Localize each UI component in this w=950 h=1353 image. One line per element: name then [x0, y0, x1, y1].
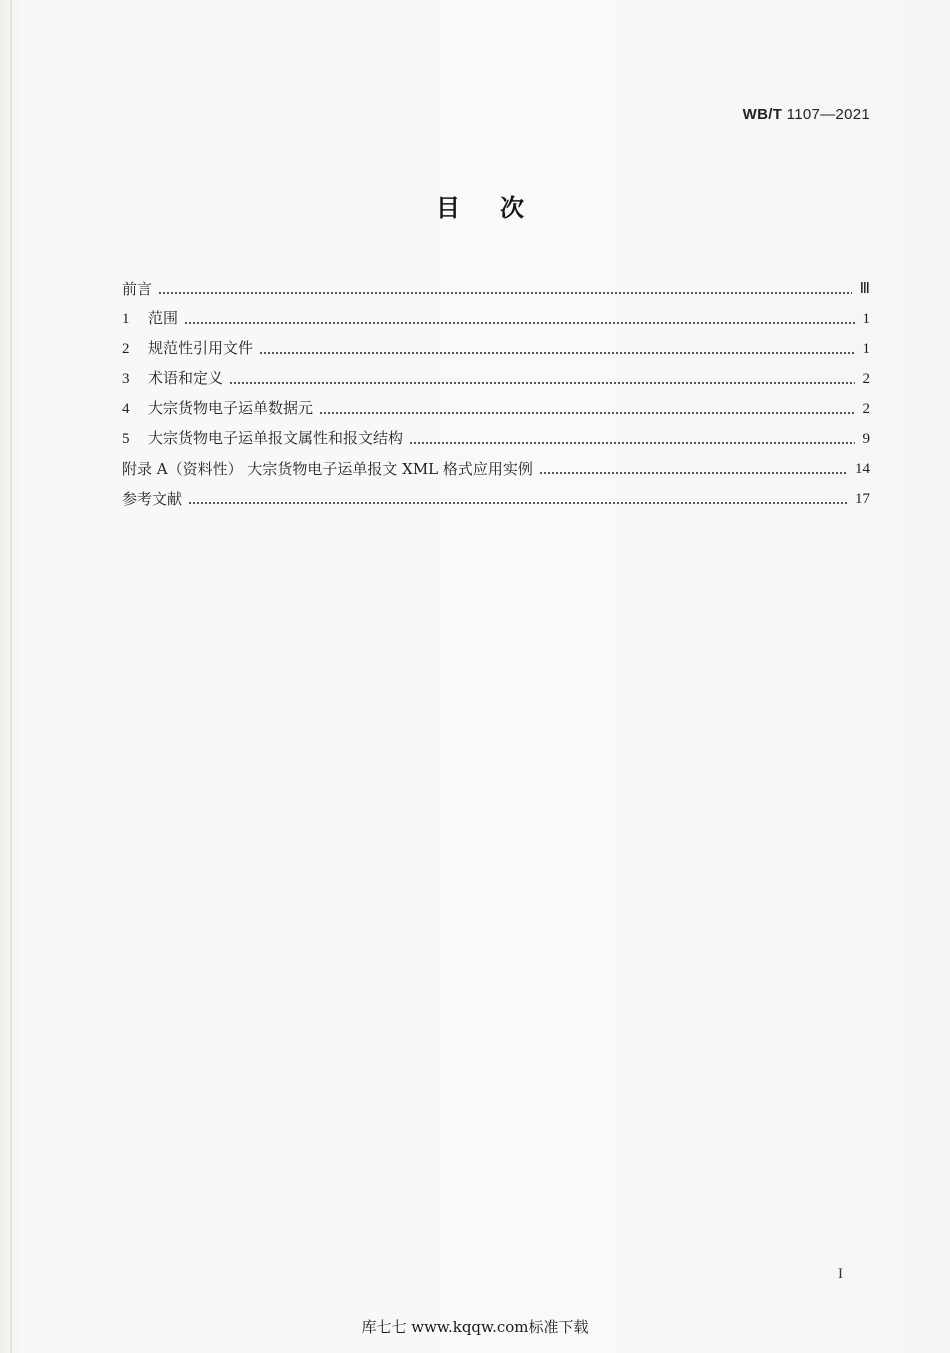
toc-entry-foreword[interactable] [122, 270, 870, 300]
doc-code-prefix: WB/T [742, 106, 783, 123]
toc-entry-text: 前言 [122, 280, 153, 298]
toc-page-number: 17 [855, 491, 870, 507]
toc-entry-label [122, 488, 188, 510]
toc-section-number: 5 [122, 431, 130, 447]
toc-leader-dots [188, 502, 847, 504]
toc-section-number: 4 [122, 401, 130, 417]
toc-entry-scope[interactable] [122, 300, 870, 330]
toc-leader-dots [409, 442, 854, 444]
toc-entry-normative-references[interactable] [122, 330, 870, 360]
toc-entry-text: 术语和定义 [148, 369, 224, 387]
toc-entry-text: 附录 A（资料性） 大宗货物电子运单报文 XML 格式应用实例 [122, 460, 533, 478]
toc-entry-label [122, 307, 184, 330]
toc-entry-bibliography[interactable] [122, 480, 870, 510]
toc-entry-label [122, 337, 259, 360]
toc-section-number: 1 [122, 311, 130, 327]
toc-entry-text: 大宗货物电子运单数据元 [148, 399, 314, 417]
toc-entry-message-structure[interactable] [122, 420, 870, 450]
toc-page-number: 2 [862, 371, 870, 387]
toc-leader-dots [229, 382, 854, 384]
toc-leader-dots [259, 352, 854, 354]
toc-entry-label [122, 427, 409, 450]
page-number: I [838, 1266, 843, 1282]
toc-entry-label [122, 397, 319, 420]
toc-entry-label [122, 458, 539, 480]
toc-entry-text: 参考文献 [122, 490, 183, 508]
toc-page-number: 9 [862, 431, 870, 447]
table-of-contents [122, 270, 870, 510]
toc-entry-data-elements[interactable] [122, 390, 870, 420]
toc-page-number: 2 [862, 401, 870, 417]
doc-code-number: 1107—2021 [782, 106, 870, 123]
toc-entry-text: 规范性引用文件 [148, 339, 254, 357]
toc-leader-dots [184, 322, 854, 324]
toc-entry-appendix-a[interactable] [122, 450, 870, 480]
toc-page-number: 1 [862, 311, 870, 327]
toc-entry-terms-definitions[interactable] [122, 360, 870, 390]
download-watermark: 库七七 www.kqqw.com标准下载 [361, 1318, 589, 1336]
toc-leader-dots [319, 412, 854, 414]
toc-page-number: Ⅲ [859, 281, 870, 297]
toc-entry-label [122, 367, 229, 390]
toc-leader-dots [158, 292, 852, 294]
toc-section-number: 3 [122, 371, 130, 387]
toc-entry-text: 大宗货物电子运单报文属性和报文结构 [148, 429, 404, 447]
toc-page-number: 14 [855, 461, 870, 477]
toc-entry-label [122, 278, 158, 300]
document-code [743, 106, 870, 123]
page-title: 目次 [436, 194, 564, 222]
toc-entry-text: 范围 [148, 309, 179, 327]
toc-leader-dots [539, 472, 847, 474]
toc-section-number: 2 [122, 341, 130, 357]
toc-page-number: 1 [862, 341, 870, 357]
